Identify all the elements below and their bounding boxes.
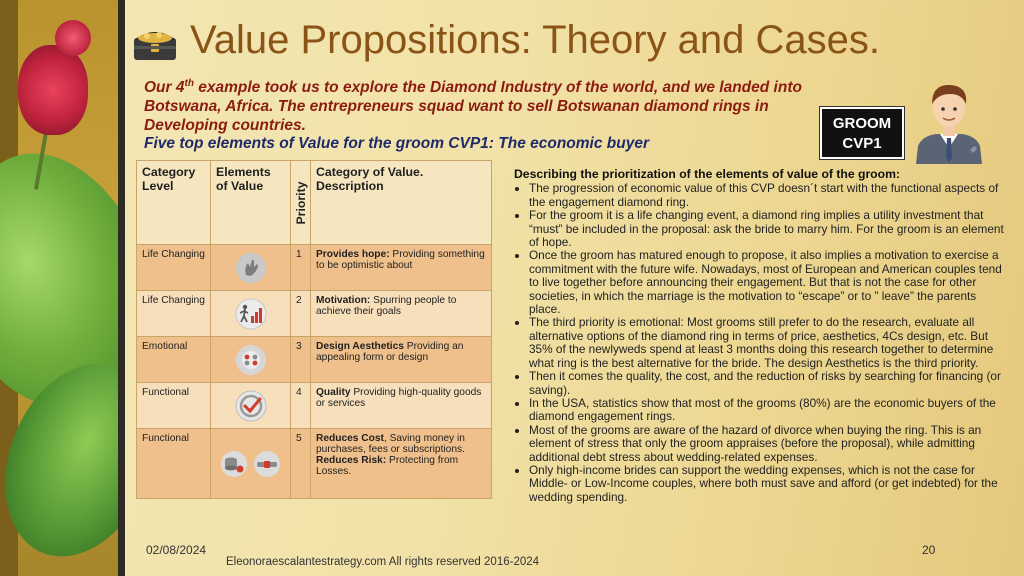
footer-copyright: Eleonoraescalantestrategy.com All rights reserved 2016-2024: [226, 556, 540, 568]
description-bullet: • Then it comes the quality, the cost, and the reduction of risks by searching for financing (or saving).: [529, 370, 1010, 397]
table-row: [137, 291, 492, 337]
hope-hand-icon: [234, 251, 268, 285]
reduce-cost-icon: [219, 449, 249, 479]
description-cell: Quality Providing high-quality goods or services: [311, 383, 492, 429]
description-bullet: • Most of the grooms are aware of the hazard of divorce when buying the ring. This is an element of stress that only the groom appraises (before the proposal), while admitting additional debt stress about wedding-related expenses.: [529, 424, 1010, 464]
category-level-cell: Functional: [137, 429, 211, 499]
table-header-category-level: Category Level: [137, 161, 211, 245]
description-bullet-list: [514, 182, 1010, 504]
description-bullet: • Once the groom has matured enough to propose, it also implies a motivation to exercise a commitment with the future wife. Nowadays, most of European and American couples tend to live together before announcing their engagement. But that is not the case for other societies, in which the marriage is the motivation to “escape” or to ” leave” the parents place.: [529, 249, 1010, 316]
slide-number: 20: [922, 543, 936, 557]
category-level-cell: Life Changing: [137, 291, 211, 337]
category-level-cell: Functional: [137, 383, 211, 429]
design-aesthetics-icon: [234, 343, 268, 377]
description-cell: Reduces Cost, Saving money in purchases, fees or subscriptions. Reduces Risk: Protecting from Losses.: [311, 429, 492, 499]
table-header-elements-of-value: Elements of Value: [211, 161, 291, 245]
table-header-description: Category of Value. Description: [311, 161, 492, 245]
priority-cell: 5: [291, 429, 311, 499]
description-cell: Design Aesthetics Providing an appealing form or design: [311, 337, 492, 383]
table-row: [137, 429, 492, 499]
treasure-chest-icon: [132, 26, 178, 62]
description-cell: Provides hope: Providing something to be optimistic about: [311, 245, 492, 291]
groom-avatar-icon: [908, 80, 990, 164]
divider-bar: [118, 0, 125, 576]
groom-cvp1-badge: GROOM CVP1: [820, 107, 904, 159]
table-row: [137, 383, 492, 429]
decorative-botanical-art: [0, 0, 125, 576]
page-title: Value Propositions: Theory and Cases.: [190, 18, 881, 62]
priority-cell: 2: [291, 291, 311, 337]
footer-date: 02/08/2024: [146, 543, 207, 557]
description-bullet: • Only high-income brides can support the wedding expenses, which is not the case for Middle- or Low-Income couples, where both must save and afford (or get indebted) for the wedding spending.: [529, 464, 1010, 504]
priority-cell: 1: [291, 245, 311, 291]
elements-of-value-table: [136, 160, 492, 499]
priority-cell: 4: [291, 383, 311, 429]
category-level-cell: Life Changing: [137, 245, 211, 291]
intro-text: Our 4th example took us to explore the Diamond Industry of the world, and we landed into Botswana, Africa. The entrepreneurs squad want to sell Botswanan diamond rings in Developing countries.: [144, 78, 802, 135]
description-cell: Motivation: Spurring people to achieve their goals: [311, 291, 492, 337]
description-bullet: • The progression of economic value of this CVP doesn´t start with the functional aspects of the engagement diamond ring.: [529, 182, 1010, 209]
priority-cell: 3: [291, 337, 311, 383]
description-bullet: • For the groom it is a life changing event, a diamond ring implies a utility investment that “must” be included in the proposal: ask the bride to marry him. For the groom is an element of hope.: [529, 209, 1010, 249]
section-subtitle: Five top elements of Value for the groom CVP1: The economic buyer: [144, 135, 649, 152]
category-level-cell: Emotional: [137, 337, 211, 383]
reduce-risk-icon: [252, 449, 282, 479]
description-heading: Describing the prioritization of the elements of value of the groom:: [514, 167, 900, 181]
table-row: [137, 245, 492, 291]
motivation-chart-icon: [234, 297, 268, 331]
table-row: [137, 337, 492, 383]
prioritization-description: [514, 168, 1010, 504]
table-header-priority: Priority: [291, 161, 311, 245]
description-bullet: • The third priority is emotional: Most grooms still prefer to do the research, evaluate all alternative options of the diamond ring in terms of price, aesthetics, 4Cs design, etc. But 35% of the newlyweds spend at least 3 months doing this research together to determine what ring is the best alternative for the bride. The design Aesthetics is the third priority.: [529, 316, 1010, 370]
quality-check-icon: [234, 389, 268, 423]
description-bullet: • In the USA, statistics show that most of the grooms (80%) are the economic buyers of the diamond engagement rings.: [529, 397, 1010, 424]
